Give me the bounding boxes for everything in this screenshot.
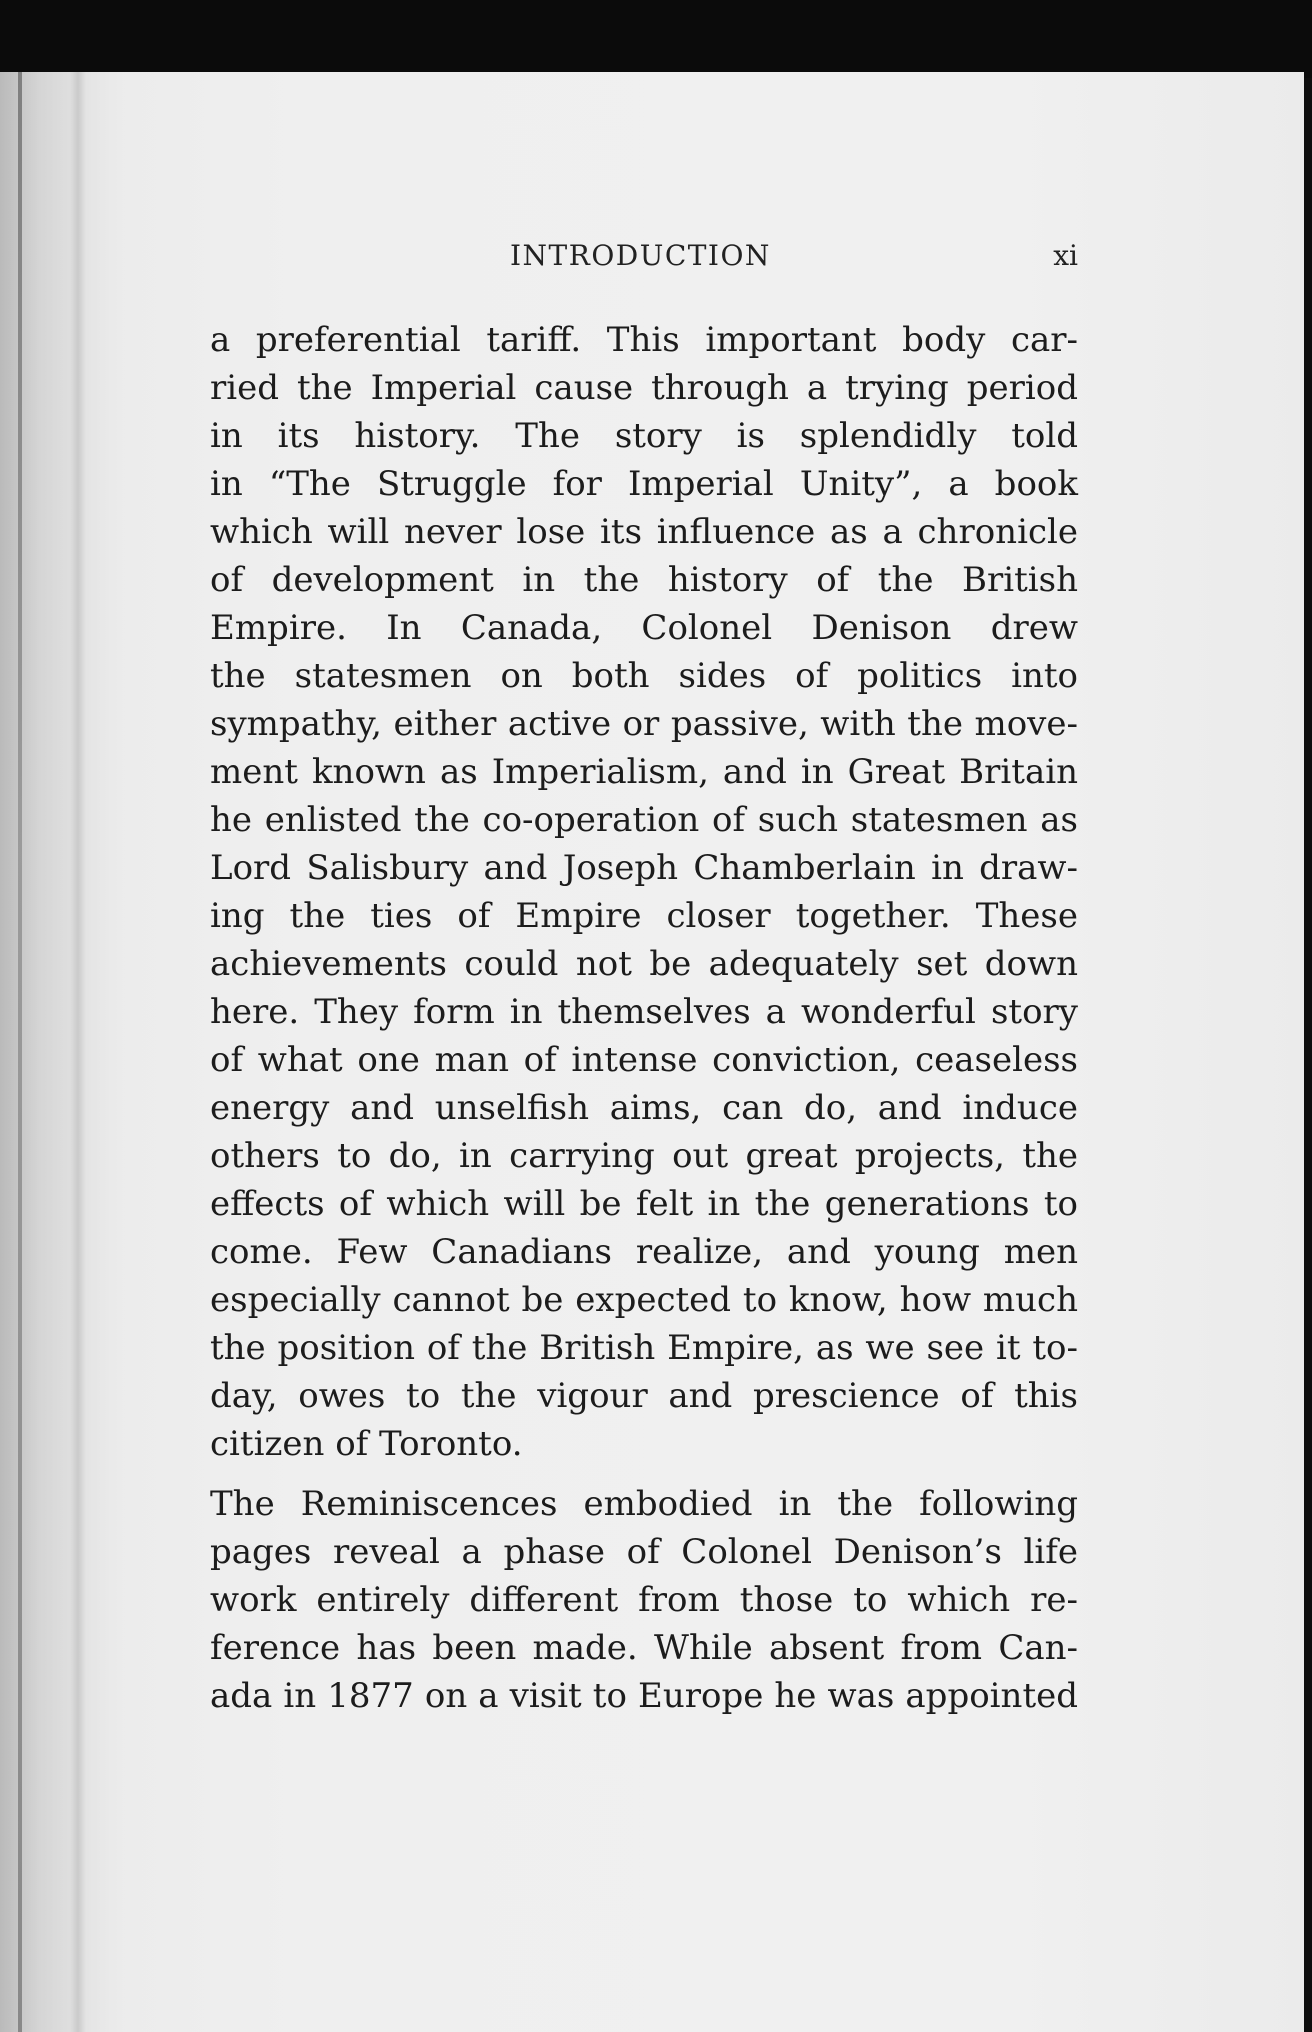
text-line: ment known as Imperialism, and in Great Britain [210, 752, 1078, 792]
text-line: effects of which will be felt in the generations to [210, 1184, 1078, 1224]
paragraph-1 [210, 316, 1078, 1468]
text-line: especially cannot be expected to know, how much [210, 1280, 1078, 1320]
text-line: ference has been made. While absent from Can- [210, 1628, 1078, 1668]
text-line: work entirely different from those to which re- [210, 1580, 1078, 1620]
binding-shadow [70, 72, 86, 2032]
paragraph-2 [210, 1480, 1078, 1720]
text-line: of what one man of intense conviction, ceaseless [210, 1040, 1078, 1080]
text-line: in its history. The story is splendidly told [210, 416, 1078, 456]
text-line: achievements could not be adequately set down [210, 944, 1078, 984]
text-line: he enlisted the co-operation of such statesmen as [210, 800, 1078, 840]
text-line: energy and unselfish aims, can do, and induce [210, 1088, 1078, 1128]
text-line: come. Few Canadians realize, and young men [210, 1232, 1078, 1272]
text-line: pages reveal a phase of Colonel Denison’s life [210, 1532, 1078, 1572]
text-line: here. They form in themselves a wonderful story [210, 992, 1078, 1032]
text-line: ing the ties of Empire closer together. These [210, 896, 1078, 936]
text-line: ada in 1877 on a visit to Europe he was appointed [210, 1676, 1078, 1716]
text-line: Lord Salisbury and Joseph Chamberlain in draw- [210, 848, 1078, 888]
text-line: ried the Imperial cause through a trying period [210, 368, 1078, 408]
text-line: Empire. In Canada, Colonel Denison drew [210, 608, 1078, 648]
text-line: others to do, in carrying out great projects, the [210, 1136, 1078, 1176]
text-line: The Reminiscences embodied in the following [210, 1484, 1078, 1524]
text-line: the statesmen on both sides of politics into [210, 656, 1078, 696]
text-line: a preferential tariff. This important body car- [210, 320, 1078, 360]
text-line: sympathy, either active or passive, with the move- [210, 704, 1078, 744]
page-edge [18, 72, 22, 2032]
text-line: in “The Struggle for Imperial Unity”, a book [210, 464, 1078, 504]
text-line: which will never lose its influence as a chronicle [210, 512, 1078, 552]
page-number: xi [1053, 239, 1078, 272]
running-head-title: INTRODUCTION [510, 239, 771, 272]
text-line: the position of the British Empire, as we see it to- [210, 1328, 1078, 1368]
body-text [210, 316, 1078, 1720]
text-line: day, owes to the vigour and prescience of this [210, 1376, 1078, 1416]
text-line: citizen of Toronto. [210, 1424, 523, 1464]
scan-top-border [0, 0, 1312, 78]
running-head [210, 236, 1078, 276]
text-line: of development in the history of the British [210, 560, 1078, 600]
